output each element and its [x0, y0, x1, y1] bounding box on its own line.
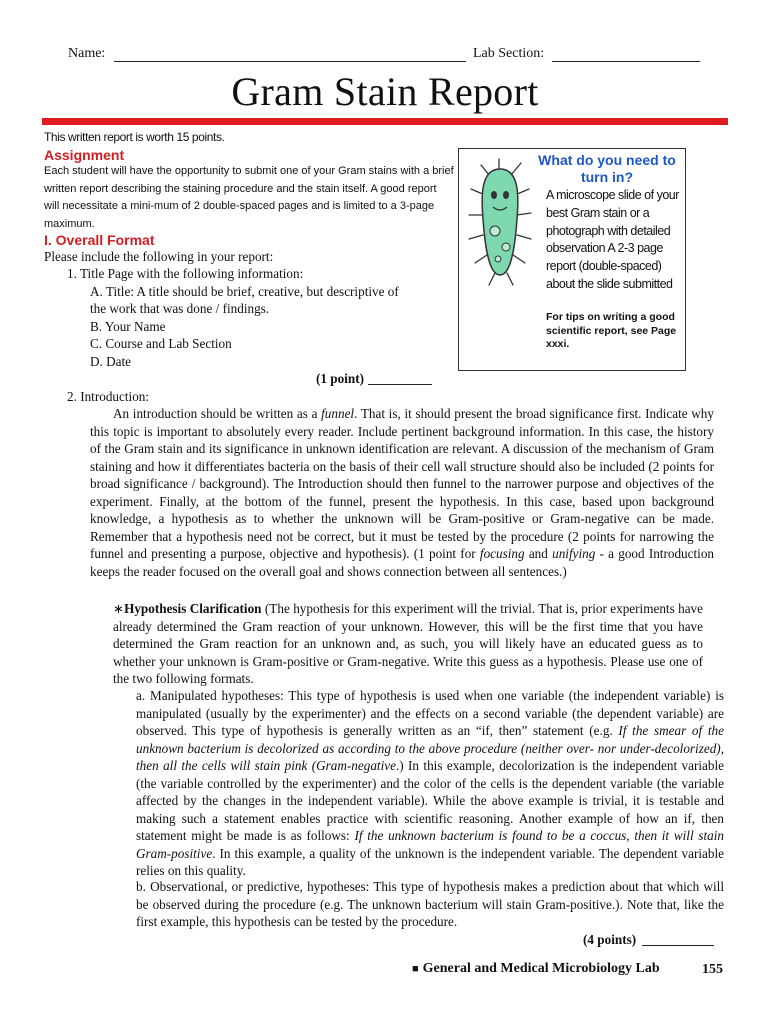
assignment-heading: Assignment — [44, 147, 125, 163]
sub-a-text-1: a. Manipulated hypotheses: This type of hypothesis is used when one variable (the independent variable) is manipulated (usually by the experimenter) and the effects on a second variable (the dependent variable) are observed. This type of hypothesis is generally written as an “if, then” statement (e.g. — [136, 688, 724, 738]
lab-section-label: Lab Section: — [473, 46, 545, 61]
name-lab-header — [68, 46, 704, 66]
bacterium-icon — [465, 155, 535, 287]
page-title: Gram Stain Report — [231, 69, 539, 114]
points-4-blank[interactable] — [642, 945, 714, 946]
title-divider — [42, 118, 728, 125]
item-a-line1: A. Title: A title should be brief, creative, but descriptive of — [90, 284, 399, 299]
square-bullet-icon: ■ — [412, 963, 419, 975]
observational-hypotheses: b. Observational, or predictive, hypotheses: This type of hypothesis makes a prediction about that which will be observed during the procedure (e.g. The unknown bacterium will stain Gram-positive.). Note that, like the first example, this hypothesis can be tested by the procedure. — [136, 879, 724, 929]
footer-text: General and Medical Microbiology Lab — [422, 961, 660, 976]
intro-text-4: - a good Introduction keeps the reader focused on the overall goal and shows connection between all sentences.) — [90, 546, 715, 579]
name-field[interactable] — [114, 61, 466, 62]
item-a-line2: the work that was done / findings. — [90, 301, 270, 316]
hypothesis-clarification — [113, 600, 703, 688]
asterisk-icon: ∗ — [113, 601, 125, 616]
item-d: D. Date — [90, 354, 132, 369]
hypothesis-label: Hypothesis Clarification — [124, 601, 262, 616]
intro-paragraph — [90, 405, 714, 580]
sub-a-example-1: If the smear of the unknown bacterium is decolorized as according to the above procedure (neither over- nor under-decolorized), then all the cells will stain pink (Gram-negative — [136, 723, 724, 773]
turn-in-box — [458, 148, 686, 371]
lab-section-field[interactable] — [552, 61, 700, 62]
points-1-label: (1 point) — [316, 371, 364, 386]
name-label: Name: — [68, 46, 106, 61]
points-note: This written report is worth 15 points. — [44, 130, 225, 144]
intro-heading: 2. Introduction: — [67, 389, 150, 404]
points-4 — [583, 931, 714, 949]
turn-in-tip: For tips on writing a good scientific report, see Page xxxi. — [546, 311, 677, 350]
intro-em-focusing: focusing — [479, 546, 525, 561]
intro-text-1: An introduction should be written as a — [113, 406, 322, 421]
turn-in-title: What do you need to turn in? — [538, 152, 676, 185]
intro-em-funnel: funnel — [321, 406, 355, 421]
turn-in-body: A microscope slide of your best Gram stain or a photograph with detailed observation A 2-3 page report (double-spaced) about the slide submitted — [546, 188, 679, 291]
intro-text-3: and — [524, 546, 553, 561]
sub-a-text-3: . In this example, a quality of the unknown is the independent variable. The dependent variable relies on this quality. — [136, 845, 724, 878]
item-c: C. Course and Lab Section — [90, 336, 232, 351]
intro-em-unifying: unifying — [552, 546, 596, 561]
sub-a-example-2: If the unknown bacterium is found to be a coccus, then it will stain Gram-positive — [136, 828, 724, 861]
assignment-text: Each student will have the opportunity to submit one of your Gram stains with a brief written report describing the staining procedure and the stain itself. A good report will necessitate a mini-mum of 2 double-spaced pages and is limited to a 3-page maximum. — [44, 165, 454, 230]
page-number: 155 — [702, 962, 723, 977]
intro-text-2: . That is, it should present the broad significance first. Indicate why this topic is important to absolutely every reader. Include pertinent background information. In this case, the history of the Gram stain and its significance in unknown identification are relevant. A discussion of the mechanism of Gram staining and how it differentiates bacteria on the basis of their cell wall structure should also be included (2 points for broad significance / background). The Introduction should then funnel to the narrower purpose and objectives of the experiment. Finally, at the bottom of the funnel, present the hypothesis. In this case, based upon background knowledge, a hypothesis as to whether the unknown will be Gram-positive or Gram-negative can be made. Remember that a hypothesis need not be correct, but it must be tested by the procedure (2 points for narrowing the funnel and presenting a purpose, objective and hypothesis). (1 point for — [90, 406, 714, 561]
points-4-label: (4 points) — [583, 932, 637, 947]
points-1 — [316, 370, 432, 388]
sub-a-text-2: .) In this example, decolorization is the independent variable (the variable controlled by the experimenter) and the color of the cells is the dependent variable (the variable affected by the changes in the independent variable). While the above example is trivial, it is testable and making such a statement enables practice with scientific reasoning. Another example of how an if, then statement might be made is as follows: — [136, 758, 724, 843]
points-1-blank[interactable] — [368, 384, 432, 385]
hypothesis-text: (The hypothesis for this experiment will the trivial. That is, prior experiments have already determined the Gram reaction of your unknown. However, this will be the first time that you have determined the Gram reaction for an unknown and, as such, you will likely have an educated guess as to whether your unknown is Gram-positive or Gram-negative. Write this guess as a hypothesis. Please use one of the two following formats. — [113, 601, 703, 686]
item-b: B. Your Name — [90, 319, 166, 334]
overall-format-heading: I. Overall Format — [44, 232, 155, 248]
item-title-page: 1. Title Page with the following information: — [67, 266, 304, 281]
footer-course — [412, 961, 660, 977]
manipulated-hypotheses — [136, 687, 724, 880]
overall-lead: Please include the following in your report: — [44, 249, 274, 264]
